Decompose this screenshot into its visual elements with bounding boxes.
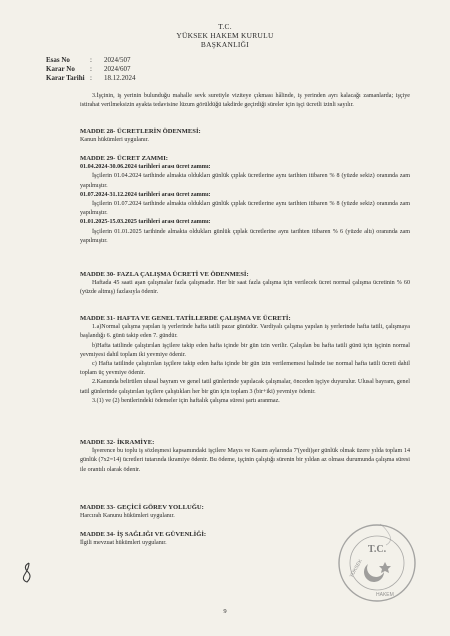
- article-29-sub-2: 01.07.2024-31.12.2024 tarihleri arası ücret zammı:: [80, 191, 211, 198]
- svg-text:YÜKSEK: YÜKSEK: [348, 558, 364, 579]
- article-30-text: Haftada 45 saati aşan çalışmalar fazla çalışmadır. Her bir saat fazla çalışma için verilecek ücret normal çalışma ücretinin % 60 (yüzde altmış) fazlasıyla ödenir.: [80, 280, 410, 296]
- article-29: [80, 154, 410, 246]
- svg-text:HAKEM: HAKEM: [376, 592, 394, 598]
- article-34-title: MADDE 34- İŞ SAĞLIĞI VE GÜVENLİĞİ:: [80, 531, 207, 538]
- article-34-text: İlgili mevzuat hükümleri uygulanır.: [80, 540, 167, 547]
- header-institution: YÜKSEK HAKEM KURULU: [176, 31, 274, 40]
- article-32-text: İşverence bu toplu iş sözleşmesi kapsamındaki işçilere Mayıs ve Kasım aylarında 7'(yedi)şer günlük olmak üzere yılda toplam 14 günlük (7x2=14) ücretleri tutarında ikramiye ödenir. Bu ödeme, işçinin çalıştığı sürenin bir yıldan az olması durumunda çalışma süresi ile orantılı olarak ödenir.: [80, 448, 410, 473]
- handwritten-initial-signature: [18, 560, 40, 586]
- meta-karar-tarihi: Karar Tarihi : 18.12.2024: [46, 74, 136, 82]
- article-30-title: MADDE 30- FAZLA ÇALIŞMA ÜCRETİ VE ÖDENMESİ:: [80, 271, 249, 278]
- article-31-title: MADDE 31- HAFTA VE GENEL TATİLLERDE ÇALIŞMA VE ÜCRETİ:: [80, 315, 291, 322]
- article-31-para-1a: 1.a)Normal çalışma yapılan iş yerlerinde hafta tatili pazar günüdür. Vardiyalı çalışma yapılan iş yerlerinde hafta tatili, çalışmaya başlandığı 6. günü takip eden 7. gündür.: [80, 324, 410, 340]
- meta-karar-no: Karar No : 2024/607: [46, 65, 131, 73]
- article-31: [80, 314, 410, 406]
- article-28-text: Kanun hükümleri uygulanır.: [80, 137, 149, 144]
- header-tc: T.C.: [218, 22, 232, 31]
- svg-text:T.C.: T.C.: [367, 544, 387, 555]
- article-33-text: Harcırah Kanunu hükümleri uygulanır.: [80, 513, 175, 520]
- intro-paragraph: 3.İşçinin, iş yerinin bulunduğu mahalle sevk suretiyle viziteye çıkması hâlinde, iş yerinden ayrı kalacağı zamanlarda; işçiye istirahat verilmeksizin ayakta tedavisine lüzum görüldüğü takdirde geçirdiği süreler için işçi ücretli izinli sayılır.: [80, 93, 410, 109]
- header-department: BAŞKANLIĞI: [200, 40, 250, 49]
- meta-esas-no: Esas No : 2024/507: [46, 56, 131, 64]
- article-32-title: MADDE 32- İKRAMİYE:: [80, 439, 155, 446]
- article-32: [80, 438, 410, 475]
- article-29-text-2: İşçilerin 01.07.2024 tarihinde almakta oldukları günlük çıplak ücretlerine aynı tarihten itibaren % 8 (yüzde sekiz) oranında zam yapılmıştır.: [80, 201, 410, 217]
- article-33: [80, 503, 410, 521]
- article-30: [80, 270, 410, 298]
- article-28-title: MADDE 28- ÜCRETLERİN ÖDENMESİ:: [80, 128, 201, 135]
- article-29-text-1: İşçilerin 01.04.2024 tarihinde almakta oldukları günlük çıplak ücretlerine aynı tarihten itibaren % 8 (yüzde sekiz) oranında zam yapılmıştır.: [80, 173, 410, 189]
- article-29-sub-3: 01.01.2025-15.03.2025 tarihleri arası ücret zammı:: [80, 219, 211, 226]
- article-31-para-1c: c) Hafta tatilinde çalıştırılan işçilere takip eden hafta içinde bir gün izin verilememesi halinde ise normal hafta tatili ücreti dahil toplam üç yevmiye ödenir.: [80, 361, 410, 377]
- article-31-para-1b: b)Hafta tatilinde çalıştırılan işçilere takip eden hafta içinde bir gün izin verilir. Çalışılan bu hafta tatili günü için işçinin normal yevmiyesi dahil toplam iki yevmiye ödenir.: [80, 342, 410, 358]
- article-29-title: MADDE 29- ÜCRET ZAMMI:: [80, 155, 168, 162]
- article-31-para-3: 3.(1) ve (2) bentlerindeki ödemeler için haftalık çalışma süresi şartı aranmaz.: [92, 397, 280, 404]
- article-29-sub-1: 01.04.2024-30.06.2024 tarihleri arası ücret zammı:: [80, 164, 211, 171]
- article-29-text-3: İşçilerin 01.01.2025 tarihinde almakta oldukları günlük çıplak ücretlerine aynı tarihten itibaren % 6 (yüzde altı) oranında zam yapılmıştır.: [80, 228, 410, 244]
- official-seal-stamp: [336, 522, 418, 604]
- article-33-title: MADDE 33- GEÇİCİ GÖREV YOLLUĞU:: [80, 504, 204, 511]
- page-number: 9: [223, 608, 227, 615]
- article-28: [80, 127, 410, 145]
- article-31-para-2: 2.Kanunda belirtilen ulusal bayram ve genel tatil günlerinde yapılacak çalışmalar, önceden işçiye duyurulur. Ulusal bayram, genel tatil günlerinde çalıştırılan işçilere çalıştıkları her bir gün için toplam 3 (bir+iki) yevmiye ödenir.: [80, 379, 410, 395]
